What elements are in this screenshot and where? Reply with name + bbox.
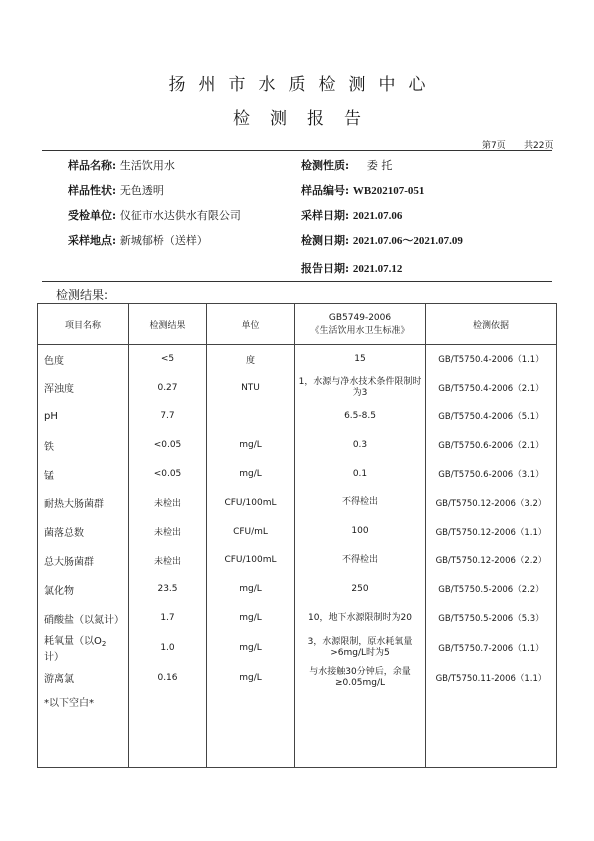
item-name-subscript: 2 [101, 640, 107, 649]
item-standard: 10，地下水源限制时为20 [295, 604, 426, 633]
item-method: GB/T5750.4-2006（1.1） [426, 345, 557, 374]
item-unit: CFU/100mL [207, 546, 295, 575]
results-label: 检测结果: [56, 288, 109, 302]
blank-note: *以下空白* [44, 698, 94, 710]
sampling-location-value: 新城郁桥（送样） [119, 234, 208, 247]
report-date-label: 报告日期: [301, 262, 350, 275]
item-unit: CFU/mL [207, 517, 295, 546]
blank-cell [207, 692, 295, 768]
item-standard: 不得检出 [295, 546, 426, 575]
institution-name: 扬州市水质检测中心 [168, 75, 439, 95]
header-method: 检测依据 [426, 304, 557, 345]
item-standard: 100 [295, 517, 426, 546]
table-row [38, 546, 557, 575]
item-method: GB/T5750.4-2006（2.1） [426, 373, 557, 402]
item-method: GB/T5750.7-2006（1.1） [426, 632, 557, 663]
table-header-row [38, 304, 557, 345]
sampling-location-field [68, 232, 208, 248]
item-result: 1.7 [129, 604, 207, 633]
test-date-field [301, 232, 463, 248]
sampling-location-label: 采样地点: [68, 234, 117, 247]
item-result: 0.27 [129, 373, 207, 402]
sample-number-field [301, 182, 424, 198]
test-date-value: 2021.07.06～2021.07.09 [352, 235, 463, 247]
sample-character-field [68, 182, 164, 198]
test-date-label: 检测日期: [301, 234, 350, 247]
item-method: GB/T5750.5-2006（2.2） [426, 575, 557, 604]
item-unit: mg/L [207, 632, 295, 663]
item-result: <0.05 [129, 460, 207, 489]
client-label: 受检单位: [68, 209, 117, 222]
sampling-date-label: 采样日期: [301, 209, 350, 222]
report-title: 检测报告 [233, 109, 381, 129]
item-unit: mg/L [207, 431, 295, 460]
blank-cell [295, 692, 426, 768]
item-method: GB/T5750.12-2006（2.2） [426, 546, 557, 575]
page-total: 共22页 [524, 141, 554, 151]
blank-cell [129, 692, 207, 768]
item-result: 未检出 [129, 488, 207, 517]
item-method: GB/T5750.5-2006（5.3） [426, 604, 557, 633]
item-standard: 15 [295, 345, 426, 374]
table-row [38, 575, 557, 604]
item-unit: 度 [207, 345, 295, 374]
header-standard-code: GB5749-2006 [328, 312, 392, 323]
item-standard: 250 [295, 575, 426, 604]
item-name [38, 632, 129, 663]
item-result: 未检出 [129, 546, 207, 575]
item-standard: 0.1 [295, 460, 426, 489]
item-unit: CFU/100mL [207, 488, 295, 517]
client-value: 仪征市水达供水有限公司 [119, 209, 241, 222]
test-nature-value: 委 托 [366, 159, 393, 172]
test-nature-label: 检测性质: [301, 159, 350, 172]
item-standard: 6.5-8.5 [295, 402, 426, 431]
table-row [38, 402, 557, 431]
item-method: GB/T5750.4-2006（5.1） [426, 402, 557, 431]
item-name: 耐热大肠菌群 [38, 488, 129, 517]
results-divider [42, 281, 552, 282]
table-row [38, 632, 557, 663]
item-name: 铁 [38, 431, 129, 460]
table-row [38, 345, 557, 374]
item-name: pH [38, 402, 129, 431]
header-standard [295, 304, 426, 345]
item-name: 游离氯 [38, 663, 129, 692]
item-result: 1.0 [129, 632, 207, 663]
results-table [37, 303, 557, 768]
item-name-suffix: 计） [44, 652, 64, 664]
sampling-date-field [301, 207, 402, 223]
item-method: GB/T5750.12-2006（3.2） [426, 488, 557, 517]
header-unit: 单位 [207, 304, 295, 345]
sample-character-label: 样品性状: [68, 184, 117, 197]
item-standard: 0.3 [295, 431, 426, 460]
item-result: 23.5 [129, 575, 207, 604]
sample-number-label: 样品编号: [301, 184, 350, 197]
item-standard: 3，水源限制，原水耗氧量>6mg/L时为5 [295, 632, 426, 663]
table-row [38, 373, 557, 402]
table-row [38, 460, 557, 489]
table-row [38, 488, 557, 517]
item-name: 总大肠菌群 [38, 546, 129, 575]
item-standard: 不得检出 [295, 488, 426, 517]
page-number: 第7页 [482, 141, 506, 151]
item-standard: 与水接触30分钟后，余量≥0.05mg/L [295, 663, 426, 692]
blank-note-cell [38, 692, 129, 768]
item-method: GB/T5750.11-2006（1.1） [426, 663, 557, 692]
table-row [38, 604, 557, 633]
item-unit: mg/L [207, 604, 295, 633]
item-unit: NTU [207, 373, 295, 402]
item-method: GB/T5750.6-2006（3.1） [426, 460, 557, 489]
sample-number-value: WB202107-051 [352, 185, 425, 197]
item-result: <5 [129, 345, 207, 374]
blank-row [38, 692, 557, 768]
item-unit: mg/L [207, 575, 295, 604]
item-result: <0.05 [129, 431, 207, 460]
item-name: 硝酸盐（以氮计） [38, 604, 129, 633]
table-row [38, 517, 557, 546]
item-name: 菌落总数 [38, 517, 129, 546]
item-name-prefix: 耗氧量（以O [44, 636, 102, 648]
item-unit: mg/L [207, 460, 295, 489]
item-name: 色度 [38, 345, 129, 374]
item-name: 锰 [38, 460, 129, 489]
blank-cell [426, 692, 557, 768]
item-unit [207, 402, 295, 431]
report-date-field [301, 260, 402, 276]
sample-name-label: 样品名称: [68, 159, 117, 172]
item-result: 未检出 [129, 517, 207, 546]
item-method: GB/T5750.12-2006（1.1） [426, 517, 557, 546]
header-standard-name: 《生活饮用水卫生标准》 [310, 325, 410, 336]
header-item: 项目名称 [38, 304, 129, 345]
item-result: 7.7 [129, 402, 207, 431]
top-divider [42, 150, 552, 151]
item-name: 氯化物 [38, 575, 129, 604]
client-field [68, 207, 241, 223]
sample-name-field [68, 157, 175, 173]
sample-name-value: 生活饮用水 [119, 159, 175, 172]
test-nature-field [301, 157, 392, 173]
item-result: 0.16 [129, 663, 207, 692]
header-result: 检测结果 [129, 304, 207, 345]
report-date-value: 2021.07.12 [352, 263, 403, 275]
item-unit: mg/L [207, 663, 295, 692]
sampling-date-value: 2021.07.06 [352, 210, 403, 222]
item-standard: 1，水源与净水技术条件限制时为3 [295, 373, 426, 402]
item-name: 浑浊度 [38, 373, 129, 402]
table-row [38, 431, 557, 460]
sample-character-value: 无色透明 [119, 184, 164, 197]
table-row [38, 663, 557, 692]
item-method: GB/T5750.6-2006（2.1） [426, 431, 557, 460]
